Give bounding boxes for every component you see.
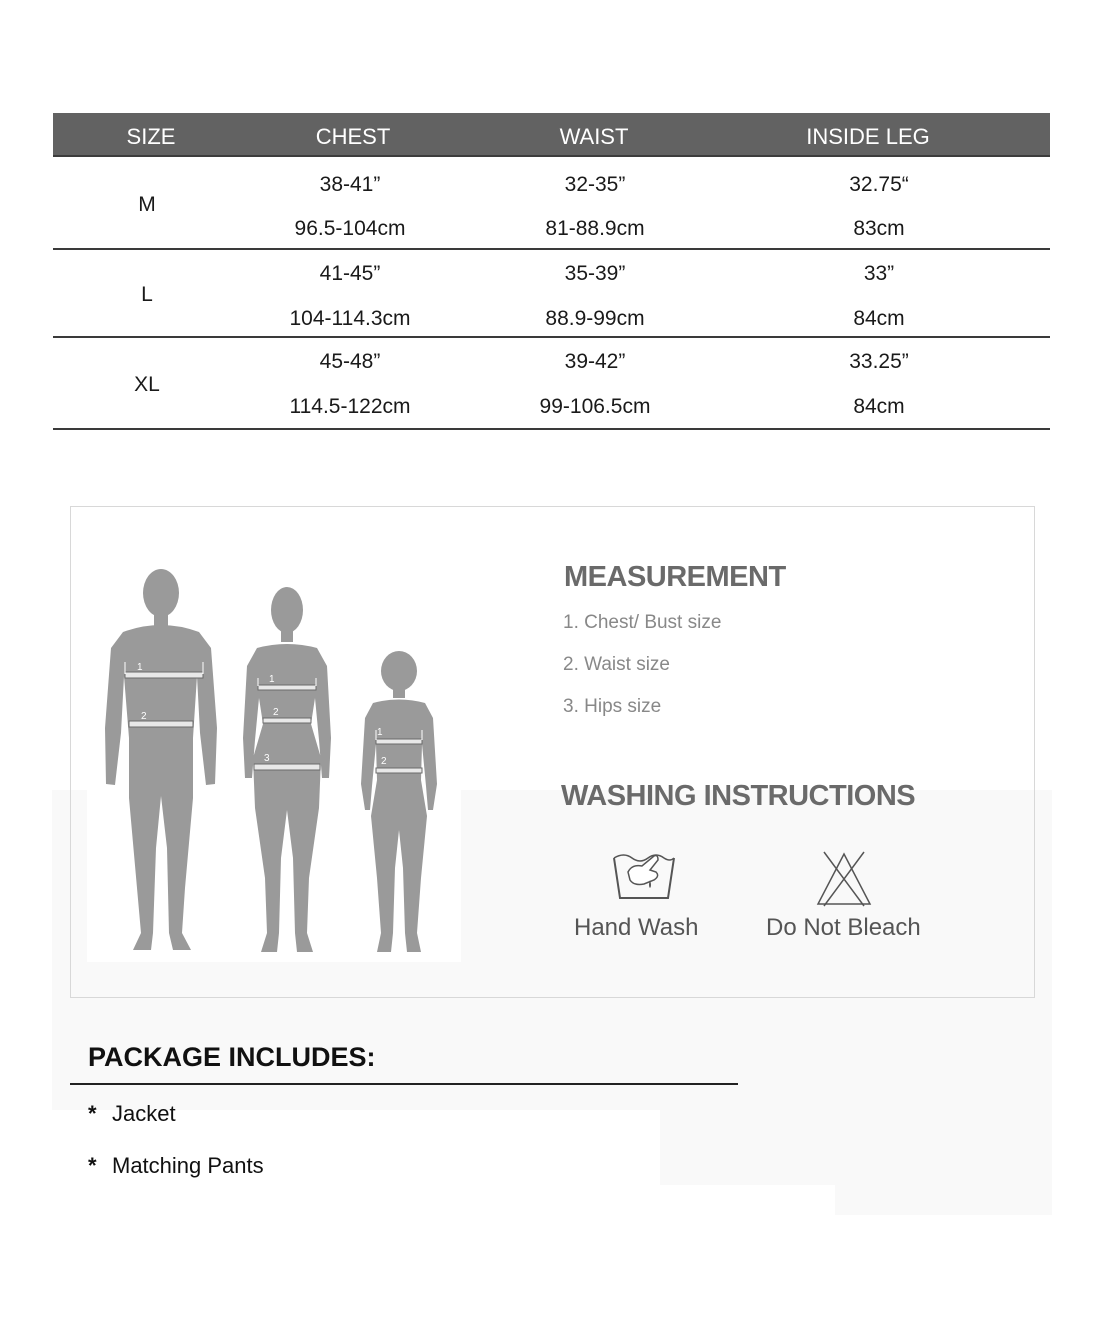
leg-inches: 32.75“ [849,173,909,196]
leg-cm: 84cm [853,395,905,418]
header-chest: CHEST [315,124,391,149]
waist-inches: 32-35” [564,173,626,196]
marker-label: 1 [269,674,275,685]
leg-inches: 33.25” [849,350,909,373]
chest-inches: 41-45” [319,262,381,285]
chest-inches: 45-48” [319,350,381,373]
leg-cm: 84cm [853,307,905,330]
divider [70,1083,738,1085]
background-panel [835,1180,1052,1215]
package-includes-heading: PACKAGE INCLUDES: [88,1042,376,1072]
body-figures-illustration [87,548,461,962]
package-item-label: Jacket [112,1101,176,1126]
size-label: L [141,283,153,306]
list-item [88,1101,176,1127]
chest-inches: 38-41” [319,173,381,196]
measurement-item: 2. Waist size [563,654,670,675]
do-not-bleach-icon [814,850,874,913]
marker-label: 1 [377,727,383,738]
header-waist: WAIST [559,124,629,149]
size-label: M [138,193,156,216]
marker-label: 3 [264,753,270,764]
do-not-bleach-label: Do Not Bleach [766,914,921,941]
size-label: XL [134,373,160,396]
table-header [53,113,1050,157]
header-inside-leg: INSIDE LEG [806,124,930,149]
waist-cm: 99-106.5cm [539,395,651,418]
marker-label: 2 [273,707,279,718]
waist-inches: 39-42” [564,350,626,373]
waist-cm: 88.9-99cm [545,307,645,330]
size-chart-table [53,113,1050,430]
measurement-item: 1. Chest/ Bust size [563,612,722,633]
waist-inches: 35-39” [564,262,626,285]
chest-cm: 104-114.3cm [289,307,411,330]
chest-cm: 114.5-122cm [289,395,411,418]
package-item-label: Matching Pants [112,1153,264,1178]
measurement-item: 3. Hips size [563,696,662,717]
table-row [53,157,1050,250]
bullet: * [88,1153,97,1178]
bullet: * [88,1101,97,1126]
table-row [53,250,1050,338]
washing-instructions-heading: WASHING INSTRUCTIONS [561,780,916,812]
marker-label: 2 [381,756,387,767]
marker-label: 1 [137,662,143,673]
child-figure [361,651,437,952]
hand-wash-label: Hand Wash [574,914,699,941]
list-item [88,1153,264,1179]
leg-inches: 33” [863,262,895,285]
marker-label: 2 [141,711,147,722]
chest-cm: 96.5-104cm [294,217,406,240]
leg-cm: 83cm [853,217,905,240]
man-figure [105,569,217,950]
table-row [53,338,1050,430]
hand-wash-icon [612,850,676,907]
header-size: SIZE [126,124,176,149]
waist-cm: 81-88.9cm [545,217,645,240]
background-panel [660,1105,1052,1185]
measurement-heading: MEASUREMENT [564,561,786,593]
